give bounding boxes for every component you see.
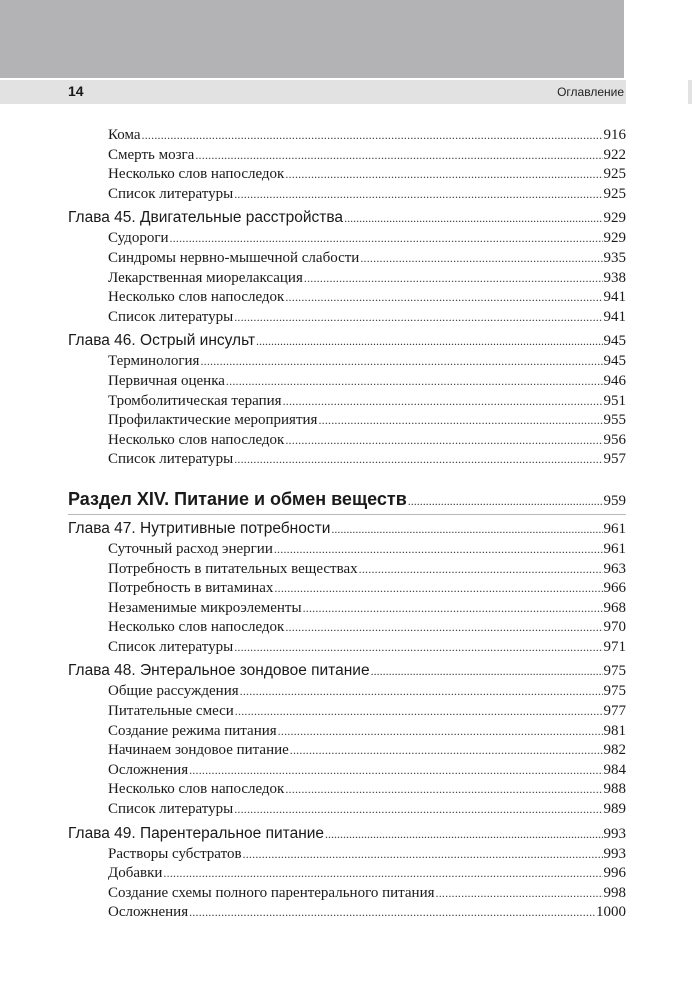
toc-section-page: 977 [603,703,626,720]
toc-section-title: Смерть мозга [108,146,195,163]
toc-section-page: 975 [603,683,626,700]
toc-chapter-47[interactable] [68,518,626,540]
toc-section[interactable] [68,146,626,166]
toc-section-page: 982 [603,742,626,759]
toc-section-title: Суточный расход энергии [108,540,273,557]
toc-part-14[interactable] [68,486,626,512]
dot-leader [234,185,602,205]
running-header-bar-edge [688,80,692,104]
toc-section-title: Начинаем зондовое питание [108,742,289,759]
toc-section-title: Несколько слов напоследок [108,781,285,798]
toc-section[interactable] [68,269,626,289]
toc-section-title: Добавки [108,865,163,882]
dot-leader [359,560,603,580]
toc-section-page: 956 [603,431,626,448]
dot-leader [234,638,602,658]
toc-section-page: 922 [603,146,626,163]
dot-leader [285,618,602,638]
toc-section-title: Кома [108,127,141,143]
toc-section-title: Создание схемы полного парентерального питания [108,884,435,901]
dot-leader [285,288,602,308]
dot-leader [344,207,602,229]
toc-section-title: Тромболитическая терапия [108,392,282,409]
toc-section-page: 916 [603,127,626,143]
toc-section-page: 941 [603,308,626,325]
toc-section[interactable] [68,185,626,205]
toc-section-title: Несколько слов напоследок [108,166,285,183]
toc-section[interactable] [68,761,626,781]
toc-section-page: 1000 [596,904,626,921]
toc-section[interactable] [68,618,626,638]
toc-section-title: Растворы субстратов [108,845,242,862]
page-number: 14 [68,83,84,99]
dot-leader [142,126,603,146]
toc-section-title: Несколько слов напоследок [108,431,285,448]
table-of-contents [68,126,626,923]
toc-section-title: Синдромы нервно-мышечной слабости [108,249,360,266]
toc-chapter-page: 993 [603,825,626,842]
toc-section-title: Лекарственная миорелаксация [108,269,303,286]
toc-section[interactable] [68,352,626,372]
toc-section[interactable] [68,702,626,722]
toc-chapter-title: Глава 45. Двигательные расстройства [68,209,344,227]
toc-section-title: Список литературы [108,185,234,202]
toc-section-title: Судороги [108,230,169,247]
dot-leader [235,702,603,722]
toc-section-title: Потребность в витаминах [108,580,274,597]
dot-leader [285,431,602,451]
running-header-bar [0,80,626,104]
toc-section-page: 946 [603,372,626,389]
toc-section[interactable] [68,411,626,431]
dot-leader [278,722,603,742]
toc-section-title: Осложнения [108,904,189,921]
toc-section-page: 925 [603,185,626,202]
dot-leader [195,146,602,166]
divider [68,514,626,515]
dot-leader [240,682,603,702]
dot-leader [285,165,602,185]
toc-section-title: Первичная оценка [108,372,225,389]
toc-section[interactable] [68,229,626,249]
toc-section-title: Список литературы [108,801,234,818]
toc-section-page: 935 [603,249,626,266]
toc-chapter-page: 945 [603,333,626,350]
toc-section-page: 968 [603,599,626,616]
toc-section-title: Терминология [108,353,200,370]
dot-leader [331,518,602,540]
dot-leader [200,352,602,372]
toc-section-page: 941 [603,289,626,306]
toc-section-page: 971 [603,638,626,655]
toc-section[interactable] [68,165,626,185]
toc-section[interactable] [68,845,626,865]
toc-section[interactable] [68,780,626,800]
dot-leader [303,599,603,619]
dot-leader [256,330,602,352]
dot-leader [408,488,603,514]
dot-leader [325,823,602,845]
toc-section[interactable] [68,288,626,308]
dot-leader [243,845,603,865]
toc-chapter-46[interactable] [68,330,626,352]
toc-chapter-page: 961 [603,520,626,537]
toc-section[interactable] [68,308,626,328]
toc-section-title: Несколько слов напоследок [108,289,285,306]
dot-leader [274,540,603,560]
toc-chapter-49[interactable] [68,823,626,845]
toc-section[interactable] [68,682,626,702]
toc-section-title: Список литературы [108,638,234,655]
toc-section-page: 970 [603,619,626,636]
toc-chapter-title: Глава 47. Нутритивные потребности [68,519,331,537]
toc-section-page: 966 [603,580,626,597]
toc-section-title: Незаменимые микроэлементы [108,599,302,616]
toc-section[interactable] [68,884,626,904]
toc-section-page: 981 [603,722,626,739]
dot-leader [436,884,603,904]
header-top-band [0,0,624,78]
toc-section[interactable] [68,638,626,658]
toc-section-page: 996 [603,865,626,882]
toc-section-title: Потребность в питательных веществах [108,560,358,577]
toc-chapter-page: 975 [603,663,626,680]
toc-section-title: Осложнения [108,761,189,778]
dot-leader [283,392,603,412]
dot-leader [360,249,602,269]
dot-leader [304,269,603,289]
toc-section-page: 993 [603,845,626,862]
toc-part-title: Раздел XIV. Питание и обмен веществ [68,488,407,509]
dot-leader [189,903,595,923]
toc-section-title: Несколько слов напоследок [108,619,285,636]
running-title: Оглавление [557,85,624,99]
toc-section-title: Профилактические мероприятия [108,412,318,429]
toc-section-page: 957 [603,451,626,468]
toc-section-title: Питательные смеси [108,703,234,720]
toc-section[interactable] [68,126,626,146]
dot-leader [274,579,602,599]
toc-chapter-title: Глава 46. Острый инсульт [68,332,256,350]
toc-section-page: 989 [603,801,626,818]
toc-chapter-title: Глава 48. Энтеральное зондовое питание [68,662,370,680]
toc-section[interactable] [68,392,626,412]
toc-section-page: 929 [603,230,626,247]
toc-section-page: 988 [603,781,626,798]
dot-leader [234,450,602,470]
toc-section-page: 938 [603,269,626,286]
toc-section-title: Список литературы [108,308,234,325]
toc-section[interactable] [68,864,626,884]
toc-section[interactable] [68,800,626,820]
toc-section-page: 963 [603,560,626,577]
toc-section-page: 984 [603,761,626,778]
toc-section-page: 955 [603,412,626,429]
toc-section[interactable] [68,722,626,742]
dot-leader [290,741,603,761]
toc-section-page: 951 [603,392,626,409]
toc-chapter-45[interactable] [68,207,626,229]
toc-chapter-title: Глава 49. Парентеральное питание [68,824,325,842]
dot-leader [371,660,603,682]
toc-section[interactable] [68,249,626,269]
toc-section-title: Общие рассуждения [108,683,239,700]
dot-leader [234,308,602,328]
dot-leader [226,372,603,392]
toc-section[interactable] [68,579,626,599]
toc-section[interactable] [68,741,626,761]
dot-leader [234,800,602,820]
toc-section[interactable] [68,599,626,619]
toc-part-page: 959 [603,492,626,509]
toc-section-title: Создание режима питания [108,722,277,739]
dot-leader [170,229,603,249]
toc-section[interactable] [68,540,626,560]
dot-leader [163,864,602,884]
toc-section[interactable] [68,560,626,580]
toc-chapter-page: 929 [603,210,626,227]
toc-chapter-48[interactable] [68,660,626,682]
toc-section[interactable] [68,903,626,923]
toc-section[interactable] [68,431,626,451]
toc-section-title: Список литературы [108,451,234,468]
dot-leader [189,761,602,781]
dot-leader [285,780,602,800]
toc-section-page: 925 [603,166,626,183]
toc-section[interactable] [68,372,626,392]
dot-leader [318,411,602,431]
toc-section-page: 998 [603,884,626,901]
toc-section-page: 945 [603,353,626,370]
toc-section[interactable] [68,450,626,470]
toc-section-page: 961 [603,540,626,557]
